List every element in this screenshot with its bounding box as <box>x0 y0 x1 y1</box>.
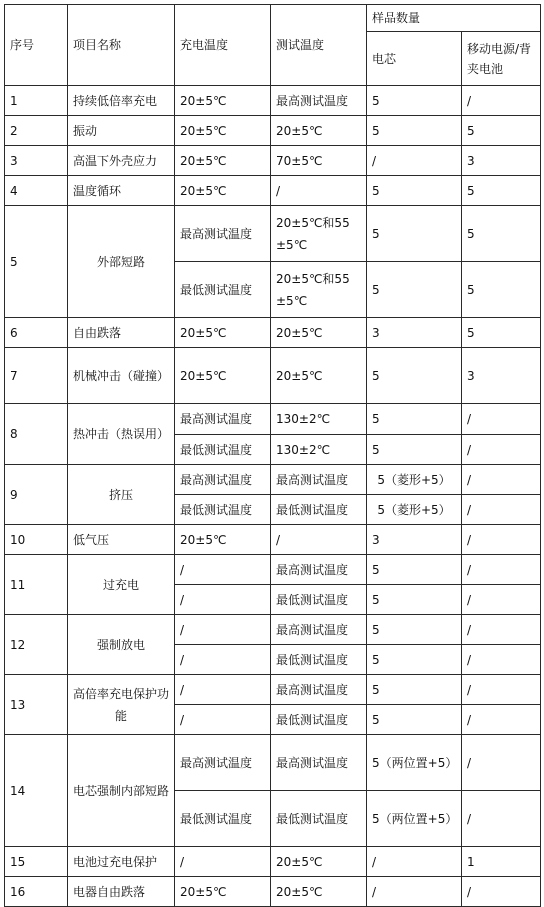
row-charge-temp: 20±5℃ <box>175 348 271 404</box>
row-pack-qty: / <box>462 791 541 847</box>
row-pack-qty: 5 <box>462 262 541 318</box>
row-cell-qty: 5 <box>367 675 462 705</box>
row-cell-qty: 5 <box>367 86 462 116</box>
row-pack-qty: 5 <box>462 206 541 262</box>
row-number: 7 <box>5 348 68 404</box>
row-charge-temp: 20±5℃ <box>175 116 271 146</box>
row-item-name: 机械冲击（碰撞） <box>68 348 175 404</box>
row-cell-qty: 3 <box>367 525 462 555</box>
row-charge-temp: 最低测试温度 <box>175 262 271 318</box>
row-test-temp: 20±5℃和55±5℃ <box>271 262 367 318</box>
row-test-temp: 最高测试温度 <box>271 735 367 791</box>
row-pack-qty: 3 <box>462 146 541 176</box>
row-number: 2 <box>5 116 68 146</box>
row-number: 8 <box>5 404 68 465</box>
col-header-no: 序号 <box>5 5 68 86</box>
row-item-name: 热冲击（热误用） <box>68 404 175 465</box>
row-charge-temp: / <box>175 847 271 877</box>
row-cell-qty: / <box>367 146 462 176</box>
row-pack-qty: / <box>462 86 541 116</box>
row-number: 11 <box>5 555 68 615</box>
row-item-name: 电芯强制内部短路 <box>68 735 175 847</box>
row-test-temp: 70±5℃ <box>271 146 367 176</box>
row-number: 13 <box>5 675 68 735</box>
row-pack-qty: 1 <box>462 847 541 877</box>
table-row <box>5 735 541 791</box>
row-cell-qty: 5 <box>367 176 462 206</box>
row-cell-qty: 5 <box>367 435 462 465</box>
table-row <box>5 86 541 116</box>
col-header-charge-temp: 充电温度 <box>175 5 271 86</box>
row-item-name: 振动 <box>68 116 175 146</box>
row-test-temp: / <box>271 525 367 555</box>
row-number: 6 <box>5 318 68 348</box>
row-charge-temp: / <box>175 555 271 585</box>
table-row <box>5 847 541 877</box>
col-header-sample-qty: 样品数量 <box>367 5 541 32</box>
row-test-temp: 最高测试温度 <box>271 555 367 585</box>
row-item-name: 电池过充电保护 <box>68 847 175 877</box>
row-charge-temp: / <box>175 585 271 615</box>
row-charge-temp: 20±5℃ <box>175 146 271 176</box>
row-item-name: 外部短路 <box>68 206 175 318</box>
row-item-name: 电器自由跌落 <box>68 877 175 907</box>
table-row <box>5 675 541 705</box>
row-item-name: 温度循环 <box>68 176 175 206</box>
table-row <box>5 465 541 495</box>
row-number: 14 <box>5 735 68 847</box>
row-charge-temp: 最高测试温度 <box>175 465 271 495</box>
row-pack-qty: / <box>462 615 541 645</box>
row-item-name: 过充电 <box>68 555 175 615</box>
row-test-temp: 最低测试温度 <box>271 645 367 675</box>
row-test-temp: 130±2℃ <box>271 435 367 465</box>
table-row <box>5 877 541 907</box>
row-pack-qty: / <box>462 735 541 791</box>
row-charge-temp: 20±5℃ <box>175 318 271 348</box>
row-charge-temp: / <box>175 705 271 735</box>
row-cell-qty: 5（菱形+5） <box>367 465 462 495</box>
row-test-temp: 最高测试温度 <box>271 465 367 495</box>
row-test-temp: 最低测试温度 <box>271 791 367 847</box>
row-pack-qty: 3 <box>462 348 541 404</box>
row-item-name: 自由跌落 <box>68 318 175 348</box>
row-pack-qty: / <box>462 705 541 735</box>
table-row <box>5 555 541 585</box>
row-charge-temp: 最高测试温度 <box>175 735 271 791</box>
row-pack-qty: / <box>462 404 541 435</box>
row-test-temp: 最低测试温度 <box>271 705 367 735</box>
table-row <box>5 404 541 435</box>
row-cell-qty: 3 <box>367 318 462 348</box>
row-cell-qty: 5（两位置+5） <box>367 735 462 791</box>
table-row <box>5 525 541 555</box>
row-charge-temp: 20±5℃ <box>175 877 271 907</box>
row-charge-temp: 最低测试温度 <box>175 495 271 525</box>
row-number: 12 <box>5 615 68 675</box>
row-pack-qty: / <box>462 675 541 705</box>
row-test-temp: 20±5℃ <box>271 318 367 348</box>
row-cell-qty: 5 <box>367 404 462 435</box>
row-test-temp: 最低测试温度 <box>271 495 367 525</box>
row-test-temp: 20±5℃和55±5℃ <box>271 206 367 262</box>
table-row <box>5 176 541 206</box>
test-matrix-table <box>4 4 541 907</box>
col-header-test-temp: 测试温度 <box>271 5 367 86</box>
row-test-temp: 20±5℃ <box>271 348 367 404</box>
header-row <box>5 5 541 32</box>
row-test-temp: 20±5℃ <box>271 877 367 907</box>
row-number: 5 <box>5 206 68 318</box>
row-cell-qty: 5 <box>367 555 462 585</box>
row-pack-qty: / <box>462 877 541 907</box>
row-cell-qty: 5 <box>367 615 462 645</box>
col-header-pack: 移动电源/背夹电池 <box>462 32 541 86</box>
row-cell-qty: 5 <box>367 348 462 404</box>
row-number: 3 <box>5 146 68 176</box>
row-charge-temp: 最高测试温度 <box>175 404 271 435</box>
col-header-cell: 电芯 <box>367 32 462 86</box>
row-charge-temp: 最低测试温度 <box>175 791 271 847</box>
row-pack-qty: 5 <box>462 176 541 206</box>
row-item-name: 高温下外壳应力 <box>68 146 175 176</box>
row-pack-qty: / <box>462 495 541 525</box>
table-row <box>5 615 541 645</box>
row-number: 16 <box>5 877 68 907</box>
row-test-temp: 最高测试温度 <box>271 86 367 116</box>
row-charge-temp: 20±5℃ <box>175 176 271 206</box>
row-pack-qty: / <box>462 525 541 555</box>
row-cell-qty: / <box>367 877 462 907</box>
row-charge-temp: 20±5℃ <box>175 525 271 555</box>
row-charge-temp: 最高测试温度 <box>175 206 271 262</box>
row-pack-qty: 5 <box>462 318 541 348</box>
row-charge-temp: / <box>175 675 271 705</box>
row-cell-qty: 5 <box>367 262 462 318</box>
table-row <box>5 206 541 262</box>
table-row <box>5 116 541 146</box>
row-item-name: 持续低倍率充电 <box>68 86 175 116</box>
row-cell-qty: / <box>367 847 462 877</box>
row-pack-qty: / <box>462 645 541 675</box>
row-cell-qty: 5（两位置+5） <box>367 791 462 847</box>
row-test-temp: / <box>271 176 367 206</box>
row-charge-temp: / <box>175 615 271 645</box>
row-number: 4 <box>5 176 68 206</box>
row-item-name: 高倍率充电保护功能 <box>68 675 175 735</box>
row-cell-qty: 5 <box>367 645 462 675</box>
table-body <box>5 5 541 907</box>
row-cell-qty: 5 <box>367 705 462 735</box>
row-cell-qty: 5（菱形+5） <box>367 495 462 525</box>
row-pack-qty: / <box>462 465 541 495</box>
row-pack-qty: / <box>462 555 541 585</box>
test-matrix-table-wrapper <box>4 4 540 907</box>
col-header-item: 项目名称 <box>68 5 175 86</box>
row-number: 15 <box>5 847 68 877</box>
row-charge-temp: 最低测试温度 <box>175 435 271 465</box>
row-test-temp: 最低测试温度 <box>271 585 367 615</box>
table-row <box>5 318 541 348</box>
table-row <box>5 146 541 176</box>
row-pack-qty: / <box>462 585 541 615</box>
row-item-name: 强制放电 <box>68 615 175 675</box>
row-number: 1 <box>5 86 68 116</box>
row-number: 10 <box>5 525 68 555</box>
row-test-temp: 130±2℃ <box>271 404 367 435</box>
row-cell-qty: 5 <box>367 206 462 262</box>
row-item-name: 挤压 <box>68 465 175 525</box>
row-test-temp: 最高测试温度 <box>271 675 367 705</box>
row-cell-qty: 5 <box>367 585 462 615</box>
row-pack-qty: 5 <box>462 116 541 146</box>
row-charge-temp: / <box>175 645 271 675</box>
row-number: 9 <box>5 465 68 525</box>
row-item-name: 低气压 <box>68 525 175 555</box>
row-test-temp: 最高测试温度 <box>271 615 367 645</box>
row-cell-qty: 5 <box>367 116 462 146</box>
row-test-temp: 20±5℃ <box>271 847 367 877</box>
row-test-temp: 20±5℃ <box>271 116 367 146</box>
row-charge-temp: 20±5℃ <box>175 86 271 116</box>
row-pack-qty: / <box>462 435 541 465</box>
table-row <box>5 348 541 404</box>
